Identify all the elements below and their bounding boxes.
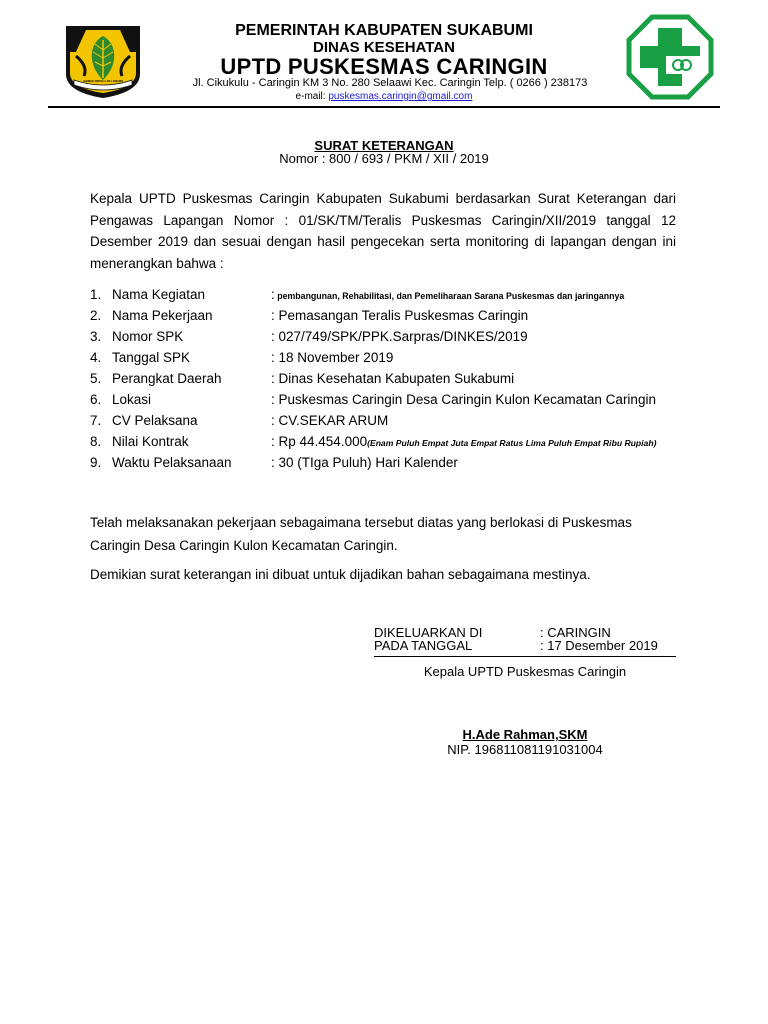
item-separator: : bbox=[271, 413, 275, 428]
intro-paragraph: Kepala UPTD Puskesmas Caringin Kabupaten Sukabumi berdasarkan Surat Keterangan dari Pengawas Lapangan Nomor : 01/SK/TM/Teralis Puskesmas Caringin/XII/2019 tanggal 12 Desember 2019 dan sesuai dengan hasil pengecekan serta monitoring di lapangan dengan ini menerangkan bahwa : bbox=[90, 191, 676, 271]
list-item bbox=[90, 305, 690, 326]
issued-place-value: : CARINGIN bbox=[540, 625, 611, 640]
item-separator: : bbox=[271, 434, 275, 449]
list-item bbox=[90, 284, 690, 305]
list-item bbox=[90, 389, 690, 410]
item-separator: : bbox=[271, 350, 275, 365]
item-label: CV Pelaksana bbox=[112, 413, 198, 428]
item-value-text: 027/749/SPK/PPK.Sarpras/DINKES/2019 bbox=[274, 329, 528, 344]
item-value bbox=[271, 326, 528, 347]
item-value bbox=[271, 389, 656, 410]
item-separator: : bbox=[271, 455, 275, 470]
item-label: Nilai Kontrak bbox=[112, 434, 189, 449]
item-separator: : bbox=[271, 287, 275, 302]
item-number: 1. bbox=[90, 287, 102, 302]
item-value-text: Puskesmas Caringin Desa Caringin Kulon Kecamatan Caringin bbox=[274, 392, 656, 407]
item-number: 2. bbox=[90, 308, 102, 323]
item-label: Nomor SPK bbox=[112, 329, 184, 344]
issuance-block bbox=[374, 626, 676, 652]
list-item bbox=[90, 410, 690, 431]
item-value-text: Pemasangan Teralis Puskesmas Caringin bbox=[274, 308, 529, 323]
item-value-text: 18 November 2019 bbox=[274, 350, 394, 365]
list-item bbox=[90, 452, 690, 473]
closing-paragraph: Demikian surat keterangan ini dibuat untuk dijadikan bahan sebagaimana mestinya. bbox=[90, 567, 591, 582]
item-value bbox=[271, 347, 393, 368]
list-item bbox=[90, 347, 690, 368]
item-value bbox=[271, 368, 514, 389]
statement-paragraph: Telah melaksanakan pekerjaan sebagaimana tersebut diatas yang berlokasi di Puskesmas Caringin Desa Caringin Kulon Kecamatan Caringin. bbox=[90, 515, 632, 553]
item-label: Tanggal SPK bbox=[112, 350, 191, 365]
header-email bbox=[0, 90, 768, 103]
header-department: DINAS KESEHATAN bbox=[313, 39, 455, 56]
item-value-text: 30 (TIga Puluh) Hari Kalender bbox=[274, 455, 458, 470]
contract-value-words: (Enam Puluh Empat Juta Empat Ratus Lima Puluh Empat Ribu Rupiah) bbox=[367, 438, 657, 448]
signatory-position: Kepala UPTD Puskesmas Caringin bbox=[423, 664, 627, 679]
item-number: 5. bbox=[90, 371, 102, 386]
item-label: Waktu Pelaksanaan bbox=[112, 455, 232, 470]
signatory-nip: NIP. 196811081191031004 bbox=[447, 742, 603, 757]
header-government: PEMERINTAH KABUPATEN SUKABUMI bbox=[235, 22, 533, 39]
item-value-text: Rp 44.454.000 bbox=[274, 434, 368, 449]
item-separator: : bbox=[271, 329, 275, 344]
details-list bbox=[90, 284, 690, 473]
item-number: 6. bbox=[90, 392, 102, 407]
signatory-name: H.Ade Rahman,SKM bbox=[462, 727, 588, 742]
list-item bbox=[90, 368, 690, 389]
header-address: Jl. Cikukulu - Caringin KM 3 No. 280 Selaawi Kec. Caringin Telp. ( 0266 ) 238173 bbox=[192, 77, 588, 89]
item-label: Perangkat Daerah bbox=[112, 371, 222, 386]
email-label: e-mail: bbox=[295, 91, 326, 102]
list-item bbox=[90, 431, 690, 452]
item-number: 3. bbox=[90, 329, 102, 344]
item-value-text: pembangunan, Rehabilitasi, dan Pemeliharaan Sarana Puskesmas dan jaringannya bbox=[274, 291, 625, 301]
issued-place-label: DIKELUARKAN DI bbox=[374, 625, 483, 640]
issuance-divider bbox=[374, 656, 676, 657]
letterhead-divider bbox=[48, 106, 720, 108]
item-label: Lokasi bbox=[112, 392, 152, 407]
letter-title: SURAT KETERANGAN bbox=[314, 138, 454, 153]
item-separator: : bbox=[271, 392, 275, 407]
issued-date-label: PADA TANGGAL bbox=[374, 638, 473, 653]
header-institution: UPTD PUSKESMAS CARINGIN bbox=[220, 54, 548, 79]
email-link[interactable]: puskesmas.caringin@gmail.com bbox=[328, 91, 473, 102]
item-number: 9. bbox=[90, 455, 102, 470]
item-value-text: CV.SEKAR ARUM bbox=[274, 413, 389, 428]
item-value bbox=[271, 410, 388, 431]
item-separator: : bbox=[271, 308, 275, 323]
crest-motto: GEMAH RIPAH LOH JINAWI bbox=[83, 79, 123, 83]
item-value bbox=[271, 284, 624, 307]
issued-date-value: : 17 Desember 2019 bbox=[540, 638, 658, 653]
item-number: 7. bbox=[90, 413, 102, 428]
item-label: Nama Pekerjaan bbox=[112, 308, 213, 323]
item-number: 8. bbox=[90, 434, 102, 449]
item-value bbox=[271, 305, 528, 326]
item-separator: : bbox=[271, 371, 275, 386]
item-number: 4. bbox=[90, 350, 102, 365]
item-value-text: Dinas Kesehatan Kabupaten Sukabumi bbox=[274, 371, 515, 386]
list-item bbox=[90, 326, 690, 347]
item-value bbox=[271, 431, 656, 454]
item-value bbox=[271, 452, 458, 473]
letter-number: Nomor : 800 / 693 / PKM / XII / 2019 bbox=[279, 151, 489, 166]
item-label: Nama Kegiatan bbox=[112, 287, 206, 302]
